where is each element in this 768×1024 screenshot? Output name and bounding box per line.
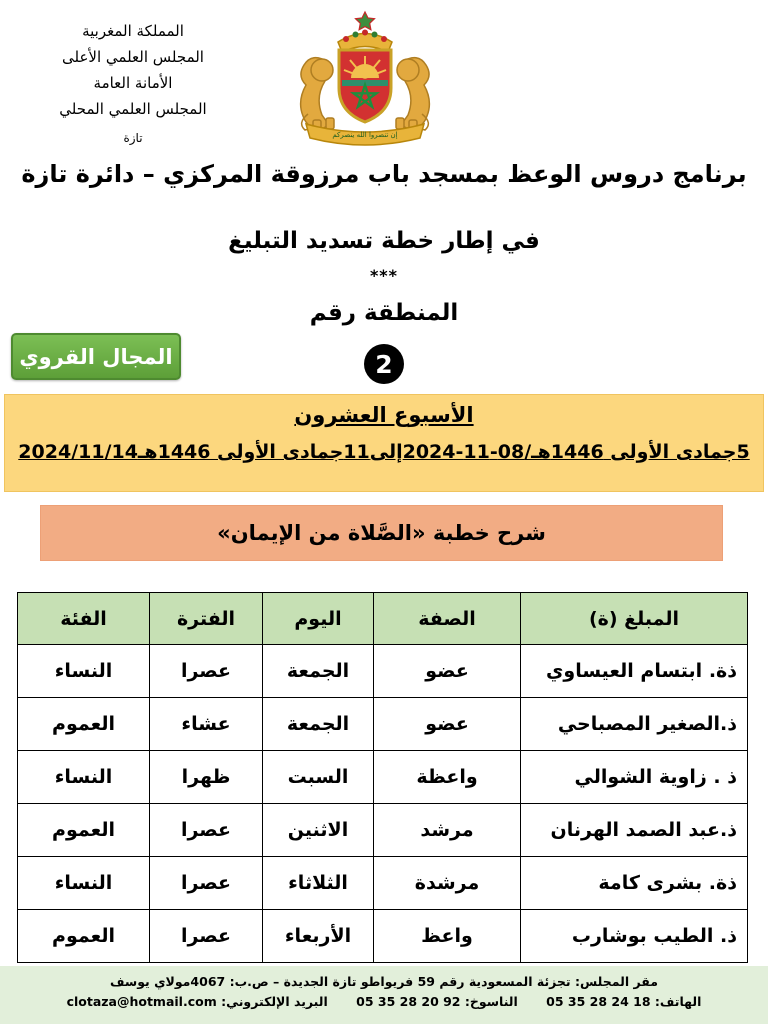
org-line-secretariat: الأمانة العامة	[93, 74, 173, 92]
col-header-role: الصفة	[374, 593, 521, 645]
preacher-name: ذ.الصغير المصباحي	[521, 698, 748, 751]
col-header-period: الفترة	[150, 593, 263, 645]
footer-contacts	[0, 994, 768, 1009]
sermon-topic-banner: شرح خطبة «الصَّلاة من الإيمان»	[40, 505, 723, 561]
table-row	[18, 645, 748, 698]
col-header-preacher: المبلغ (ة)	[521, 593, 748, 645]
day: الأربعاء	[263, 910, 374, 963]
org-line-kingdom: المملكة المغربية	[82, 22, 184, 40]
role: عضو	[374, 645, 521, 698]
org-line-city: تازة	[123, 131, 143, 145]
footer	[0, 966, 768, 1024]
day: الجمعة	[263, 645, 374, 698]
role: واعظة	[374, 751, 521, 804]
logo-motto-text: إن تنصروا الله ينصركم	[332, 131, 398, 139]
col-header-category: الفئة	[18, 593, 150, 645]
role: واعظ	[374, 910, 521, 963]
category: العموم	[18, 910, 150, 963]
fax-label: الناسوخ:	[464, 994, 518, 1009]
table-row	[18, 698, 748, 751]
week-dates: 5جمادى الأولى 1446هـ/08-11-2024إلى11جمادى الأولى 1446هـ2024/11/14	[18, 441, 750, 463]
day: الثلاثاء	[263, 857, 374, 910]
email-label: البريد الإلكتروني:	[221, 994, 328, 1009]
email-group	[67, 994, 328, 1009]
period: ظهرا	[150, 751, 263, 804]
lion-left-icon	[301, 58, 334, 131]
role: مرشد	[374, 804, 521, 857]
table-row	[18, 751, 748, 804]
table-row	[18, 857, 748, 910]
phone-group	[542, 994, 702, 1009]
lion-right-icon	[396, 58, 429, 131]
program-title: برنامج دروس الوعظ بمسجد باب مرزوقة المركزي – دائرة تازة	[21, 160, 747, 188]
category: النساء	[18, 645, 150, 698]
zone-number-badge: 2	[364, 344, 404, 384]
table-row	[18, 804, 748, 857]
org-line-local-council: المجلس العلمي المحلي	[59, 100, 207, 118]
phone-number: 05 35 28 24 18	[546, 994, 651, 1009]
role: مرشدة	[374, 857, 521, 910]
fax-group	[352, 994, 518, 1009]
preacher-name: ذ . زاوية الشوالي	[521, 751, 748, 804]
fax-number: 05 35 28 20 92	[356, 994, 461, 1009]
day: السبت	[263, 751, 374, 804]
footer-address: مقر المجلس: تجزئة المسعودية رقم 59 فريواطو تازة الجديدة – ص.ب: 4067مولاي يوسف	[110, 974, 658, 989]
org-line-supreme-council: المجلس العلمي الأعلى	[62, 48, 204, 66]
week-title: الأسبوع العشرون	[294, 403, 474, 427]
week-banner	[4, 394, 764, 492]
period: عصرا	[150, 910, 263, 963]
preacher-name: ذة. ابتسام العيساوي	[521, 645, 748, 698]
rural-area-badge: المجال القروي	[11, 333, 181, 380]
table-row	[18, 910, 748, 963]
coat-of-arms-icon	[280, 10, 450, 152]
period: عصرا	[150, 645, 263, 698]
category: النساء	[18, 751, 150, 804]
zone-label: المنطقة رقم	[309, 300, 459, 326]
table-header-row	[18, 593, 748, 645]
category: النساء	[18, 857, 150, 910]
day: الاثنين	[263, 804, 374, 857]
organization-header	[8, 18, 258, 151]
period: عصرا	[150, 857, 263, 910]
category: العموم	[18, 804, 150, 857]
separator-stars: ***	[369, 266, 399, 285]
preacher-name: ذ.عبد الصمد الهرنان	[521, 804, 748, 857]
role: عضو	[374, 698, 521, 751]
period: عشاء	[150, 698, 263, 751]
phone-label: الهاتف:	[654, 994, 702, 1009]
col-header-day: اليوم	[263, 593, 374, 645]
day: الجمعة	[263, 698, 374, 751]
category: العموم	[18, 698, 150, 751]
preacher-name: ذة. بشرى كامة	[521, 857, 748, 910]
program-subtitle: في إطار خطة تسديد التبليغ	[228, 228, 540, 254]
schedule-table	[17, 592, 748, 963]
coat-of-arms-logo	[280, 10, 450, 152]
email-address: clotaza@hotmail.com	[66, 994, 217, 1009]
preacher-name: ذ. الطيب بوشارب	[521, 910, 748, 963]
period: عصرا	[150, 804, 263, 857]
